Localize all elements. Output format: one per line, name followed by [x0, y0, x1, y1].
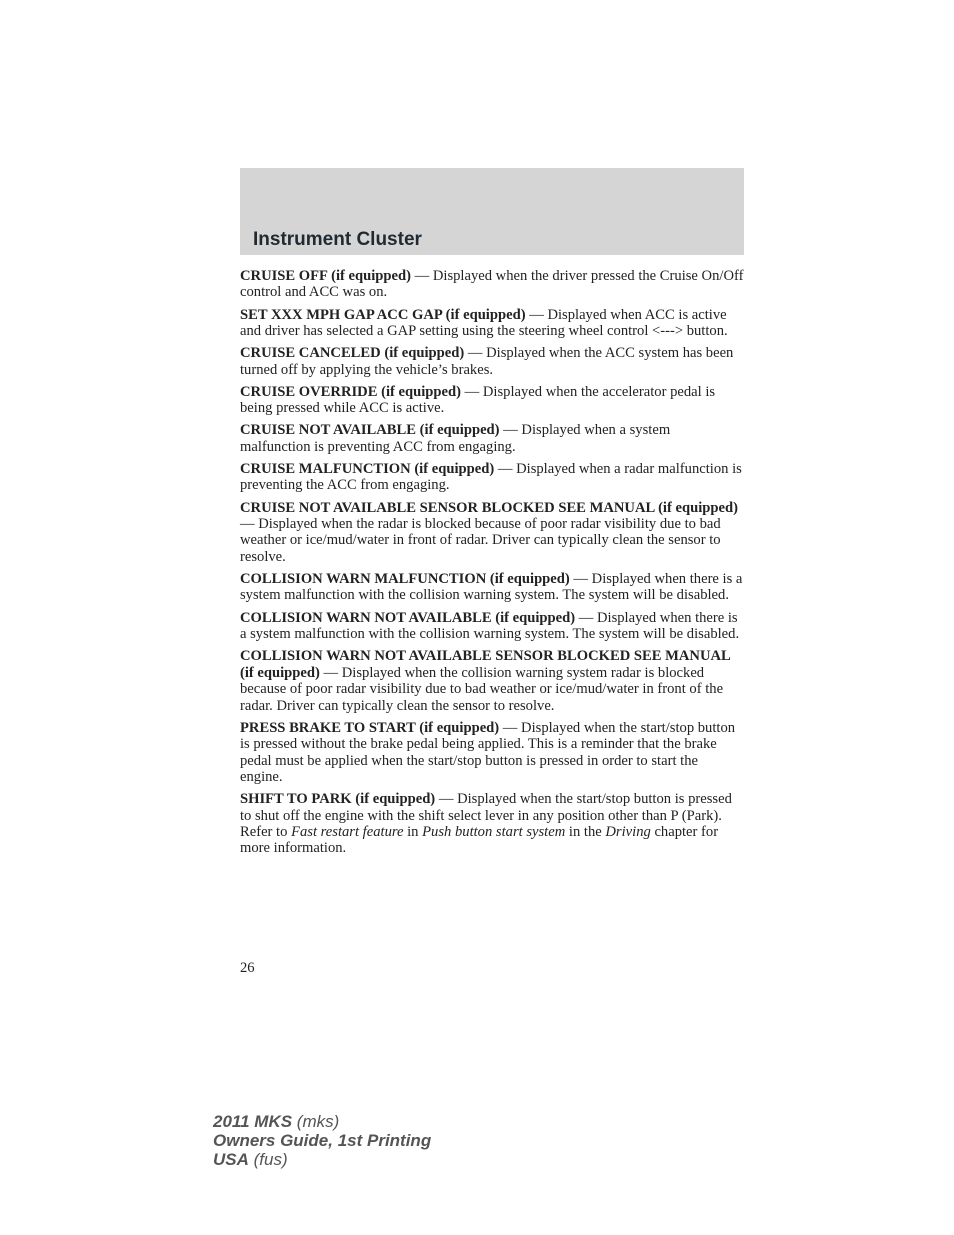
message-list: [240, 268, 744, 863]
message-entry-collision-warn-not-available: [240, 610, 744, 643]
message-term: CRUISE NOT AVAILABLE (if equipped): [240, 422, 500, 439]
message-term: COLLISION WARN NOT AVAILABLE SENSOR BLOCKED SEE MANUAL (if equipped): [240, 648, 730, 681]
message-description: — Displayed when a radar malfunction is preventing the ACC from engaging.: [240, 461, 742, 494]
message-term: CRUISE CANCELED (if equipped): [240, 345, 465, 362]
message-description: — Displayed when the start/stop button is pressed without the brake pedal being applied. This is a reminder that the brake pedal must be applied when the start/stop button is pressed in order to start the engine.: [240, 719, 736, 785]
message-term: CRUISE OVERRIDE (if equipped): [240, 383, 461, 400]
message-entry-collision-warn-malfunction: [240, 571, 744, 604]
footer-line-market: [213, 1150, 431, 1169]
message-description: — Displayed when the collision warning system radar is blocked because of poor radar visibility due to bad weather or ice/mud/water in front of the radar. Driver can typically clean the sensor to resolve.: [240, 664, 724, 714]
message-term: CRUISE NOT AVAILABLE SENSOR BLOCKED SEE MANUAL (if equipped): [240, 499, 738, 516]
cross-reference-driving-chapter: Driving: [605, 823, 651, 840]
message-entry-cruise-sensor-blocked: [240, 500, 744, 566]
footer-guide: Owners Guide, 1st Printing: [213, 1131, 432, 1150]
message-entry-collision-warn-sensor-blocked: [240, 648, 744, 714]
message-description: in the: [565, 823, 606, 840]
message-term: SET XXX MPH GAP ACC GAP (if equipped): [240, 306, 526, 323]
message-term: COLLISION WARN MALFUNCTION (if equipped): [240, 571, 570, 588]
footer-line-model: [213, 1112, 431, 1131]
message-entry-cruise-malfunction: [240, 461, 744, 494]
message-entry-cruise-not-available: [240, 422, 744, 455]
message-term: COLLISION WARN NOT AVAILABLE (if equipped): [240, 609, 576, 626]
message-description: chapter for more information.: [240, 823, 719, 857]
cross-reference-fast-restart: Fast restart feature: [291, 823, 404, 840]
message-description: — Displayed when the ACC system has been turned off by applying the vehicle’s brakes.: [240, 345, 734, 378]
message-description: — Displayed when the radar is blocked because of poor radar visibility due to bad weather or ice/mud/water in front of radar. Driver can typically clean the sensor to resolve.: [240, 516, 721, 565]
footer-model-code: (mks): [292, 1112, 340, 1131]
message-description: — Displayed when there is a system malfunction with the collision warning system. The system will be disabled.: [240, 609, 740, 643]
message-description: — Displayed when a system malfunction is preventing ACC from engaging.: [240, 422, 671, 455]
message-term: CRUISE MALFUNCTION (if equipped): [240, 461, 495, 478]
message-term: SHIFT TO PARK (if equipped): [240, 791, 436, 808]
message-entry-set-gap: [240, 307, 744, 340]
footer-market-code: (fus): [248, 1150, 288, 1169]
message-entry-cruise-override: [240, 384, 744, 417]
message-term: CRUISE OFF (if equipped): [240, 268, 411, 284]
message-entry-cruise-off: [240, 268, 744, 301]
document-footer: [213, 1112, 431, 1169]
message-entry-cruise-canceled: [240, 345, 744, 378]
message-description: — Displayed when there is a system malfunction with the collision warning system. The system will be disabled.: [240, 571, 743, 604]
message-entry-press-brake-to-start: [240, 720, 744, 786]
section-title: Instrument Cluster: [253, 229, 422, 250]
message-entry-shift-to-park: [240, 791, 744, 857]
cross-reference-push-button-start: Push button start system: [422, 823, 566, 840]
footer-market: USA: [213, 1150, 249, 1169]
message-description: — Displayed when ACC is active and driver has selected a GAP setting using the steering wheel control <---> button.: [240, 306, 728, 340]
message-description: in: [403, 823, 423, 840]
message-description: — Displayed when the start/stop button is pressed to shut off the engine with the shift select lever in any position other than P (Park). Refer to: [240, 791, 732, 840]
message-description: — Displayed when the driver pressed the Cruise On/Off control and ACC was on.: [240, 268, 744, 301]
message-description: — Displayed when the accelerator pedal is being pressed while ACC is active.: [240, 383, 716, 417]
footer-line-guide: [213, 1131, 431, 1150]
footer-model: 2011 MKS: [213, 1112, 293, 1131]
message-term: PRESS BRAKE TO START (if equipped): [240, 719, 500, 736]
page-number: 26: [240, 960, 255, 976]
